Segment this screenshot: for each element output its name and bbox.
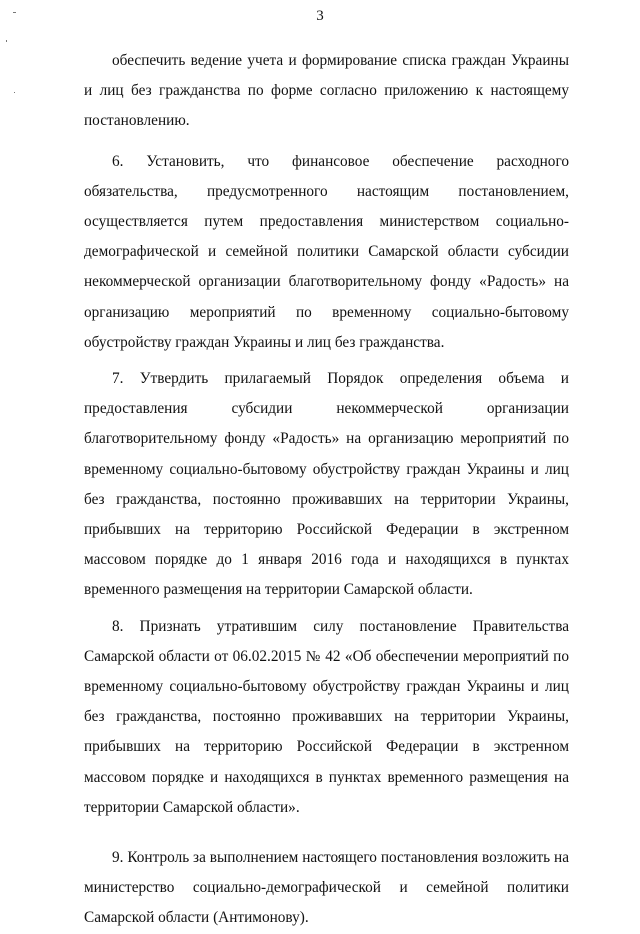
scan-mark <box>6 40 7 42</box>
paragraph-continuation: обеспечить ведение учета и формирование списка граждан Украины и лиц без гражданства по форме согласно приложению к настоящему постановлению. <box>84 52 569 130</box>
paragraph-item-7: 7. Утвердить прилагаемый Порядок определения объема и предоставления субсидии некоммерческой организации благотворительному фонду «Радость» на организацию мероприятий по временному социально-бытовому обустройству граждан Украины и лиц без гражданства, постоянно проживавших на территории Украины, прибывших на территорию Российской Федерации в экстренном массовом порядке до 1 января 2016 года и находящихся в пунктах временного размещения на территории Самарской области. <box>84 370 569 599</box>
document-body <box>84 46 569 934</box>
paragraph-item-6: 6. Установить, что финансовое обеспечение расходного обязательства, предусмотренного настоящим постановлением, осуществляется путем предоставления министерством социально-демографической и семейной политики Самарской области субсидии некоммерческой организации благотворительному фонду «Радость» на организацию мероприятий по временному социально-бытовому обустройству граждан Украины и лиц без гражданства. <box>84 152 569 351</box>
paragraph-item-9: 9. Контроль за выполнением настоящего постановления возложить на министерство социально-демографической и семейной политики Самарской области (Антимонову). <box>84 849 569 927</box>
paragraph-item-8: 8. Признать утратившим силу постановление Правительства Самарской области от 06.02.2015 № 42 «Об обеспечении мероприятий по временному социально-бытовому обустройству граждан Украины и лиц без гражданства, постоянно проживавших на территории Украины, прибывших на территорию Российской Федерации в экстренном массовом порядке и находящихся в пунктах временного размещения на территории Самарской области». <box>84 617 569 816</box>
page-number: 3 <box>316 8 324 24</box>
scan-mark <box>13 12 16 13</box>
scan-mark <box>14 92 15 93</box>
